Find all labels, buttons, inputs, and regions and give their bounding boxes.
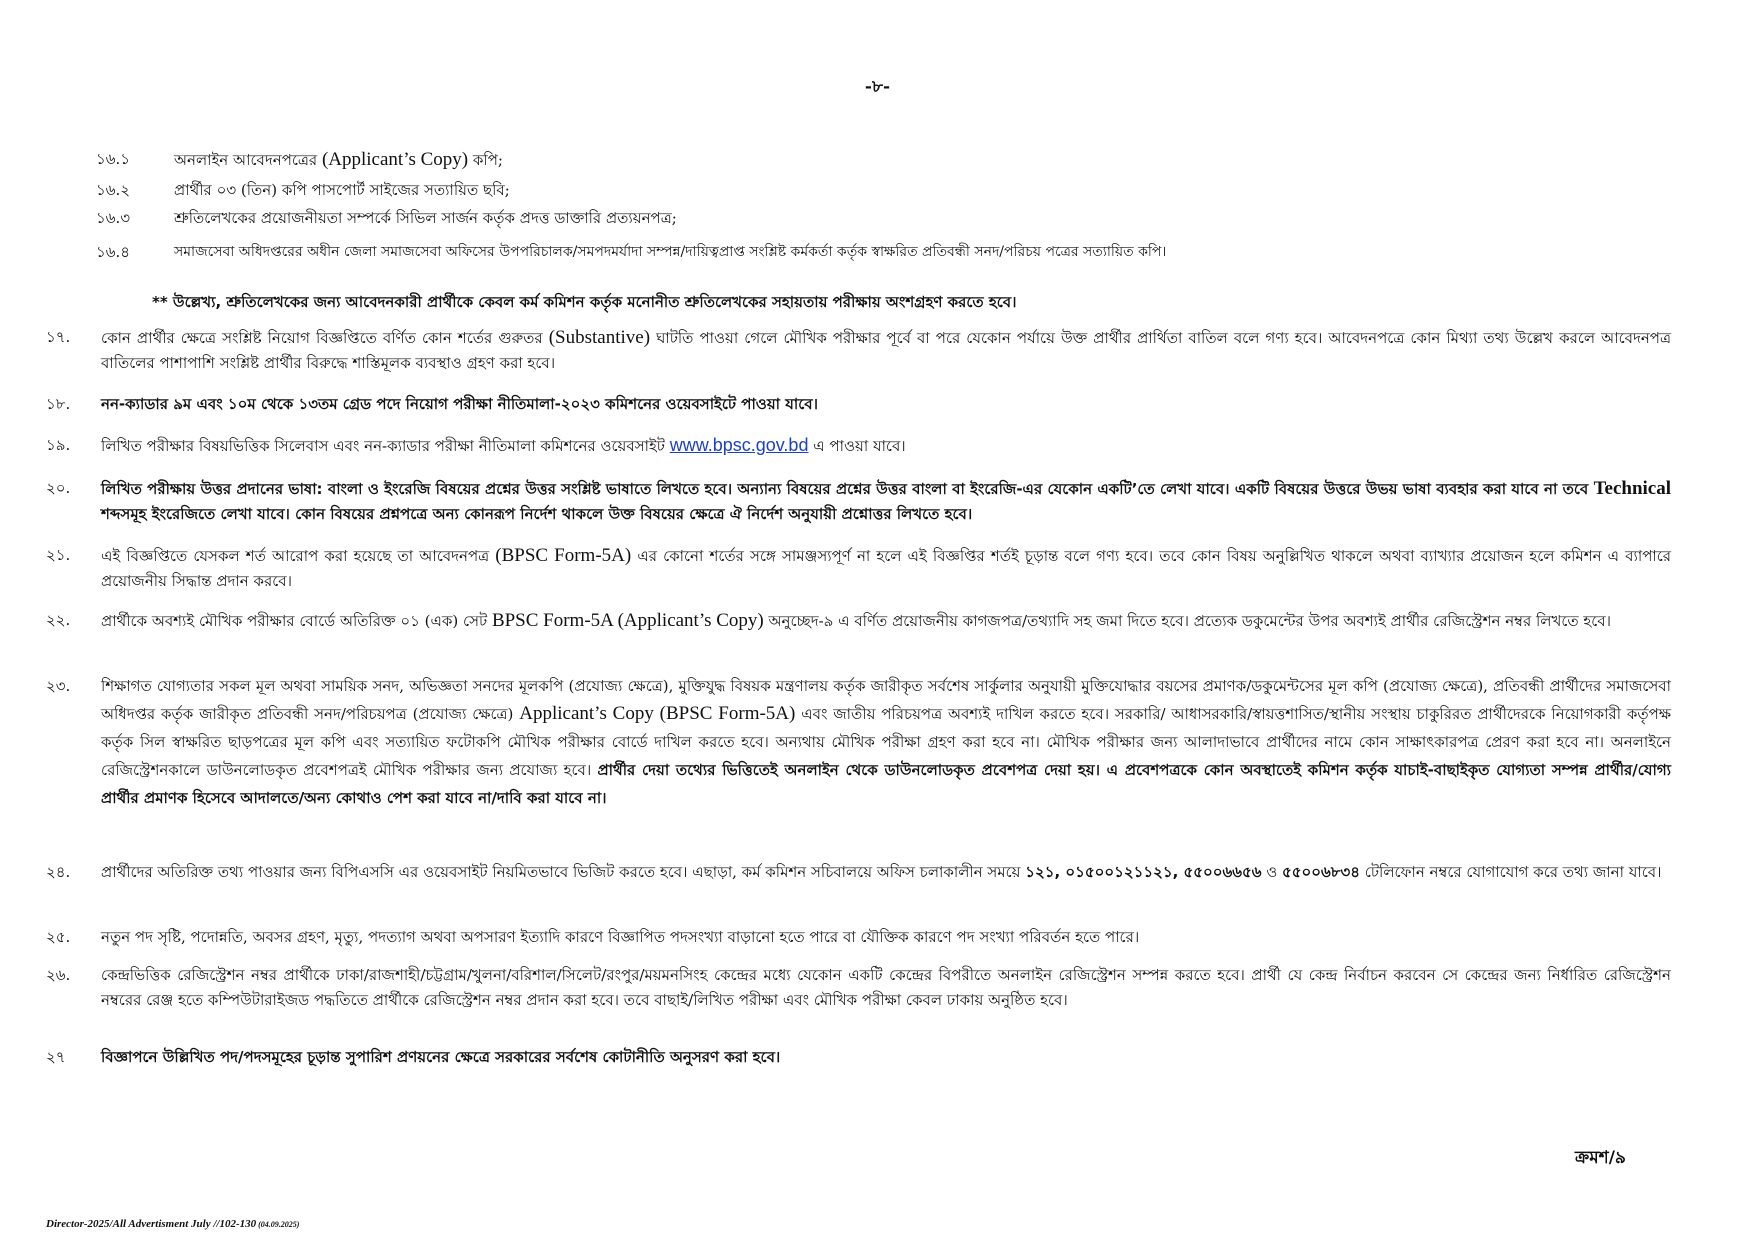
item-number: ২৬. bbox=[46, 966, 71, 984]
item-text: সমাজসেবা অধিদপ্তরের অধীন জেলা সমাজসেবা অফিসের উপপরিচালক/সমপদমর্যাদা সম্পন্ন/দায়িত্বপ্রাপ্ত সংশ্লিষ্ট কর্মকর্তা কর্তৃক স্বাক্ষরিত প্রতিবন্ধী সনদ/পরিচয় পত্রের সত্যায়িত কপি। bbox=[174, 244, 1167, 260]
sub-item-16-1 bbox=[96, 147, 1676, 173]
item-number: ২০. bbox=[46, 479, 71, 497]
item-text: টেলিফোন নম্বরে যোগাযোগ করে তথ্য জানা যাবে। bbox=[1360, 863, 1662, 881]
item-number: ১৬.৪ bbox=[96, 243, 130, 261]
sub-item-16-4 bbox=[96, 240, 1676, 265]
item-number: ১৬.৩ bbox=[96, 209, 131, 227]
item-number: ২৪. bbox=[46, 863, 71, 881]
item-text: নতুন পদ সৃষ্টি, পদোন্নতি, অবসর গ্রহণ, মৃত্যু, পদত্যাগ অথবা অপসারণ ইত্যাদি কারণে বিজ্ঞাপিত পদসংখ্যা বাড়ানো হতে পারে বা যৌক্তিক কারণে পদ সংখ্যা পরিবর্তন হতে পারে। bbox=[101, 928, 1140, 946]
item-text: ও bbox=[1261, 863, 1283, 881]
item-text: প্রার্থীকে অবশ্যই মৌখিক পরীক্ষার বোর্ডে অতিরিক্ত ০১ (এক) সেট bbox=[101, 612, 492, 630]
sub-item-16-3 bbox=[96, 206, 1676, 231]
item-26 bbox=[46, 963, 1671, 1013]
phone-number: ৫৫০০৬৮৩৪ bbox=[1282, 863, 1360, 881]
scribe-note: ** উল্লেখ্য, শ্রুতিলেখকের জন্য আবেদনকারী প্রার্থীকে কেবল কর্ম কমিশন কর্তৃক মনোনীত শ্রুতিলেখকের সহায়তায় পরীক্ষায় অংশগ্রহণ করতে হবে। bbox=[152, 293, 1017, 311]
item-text: শব্দসমূহ ইংরেজিতে লেখা যাবে। কোন বিষয়ের প্রশ্নপত্রে অন্য কোনরূপ নির্দেশ থাকলে উক্ত বিষয়ের ক্ষেত্রে ঐ নির্দেশ অনুযায়ী প্রশ্নোত্তর লিখতে হবে। bbox=[101, 505, 973, 523]
english-term: BPSC Form-5A (Applicant’s Copy) bbox=[491, 610, 764, 631]
item-17 bbox=[46, 325, 1671, 376]
item-22 bbox=[46, 608, 1671, 634]
english-term: (Applicant’s Copy) bbox=[321, 149, 469, 170]
item-number: ১৬.২ bbox=[96, 181, 131, 199]
item-number: ২৫. bbox=[46, 928, 71, 946]
item-21 bbox=[46, 543, 1671, 594]
footer-text: Director-2025/All Advertisment July //102-130 bbox=[46, 1218, 257, 1230]
english-term: Applicant’s Copy (BPSC Form-5A) bbox=[519, 703, 796, 724]
item-text: শ্রুতিলেখকের প্রয়োজনীয়তা সম্পর্কে সিভিল সার্জন কর্তৃক প্রদত্ত ডাক্তারি প্রত্যয়নপত্র; bbox=[174, 209, 677, 227]
item-number: ২৩. bbox=[46, 677, 71, 695]
english-term: (BPSC Form-5A) bbox=[495, 545, 632, 566]
bpsc-website-link[interactable]: www.bpsc.gov.bd bbox=[669, 435, 809, 455]
item-text: অনুচ্ছেদ-৯ এ বর্ণিত প্রয়োজনীয় কাগজপত্র/তথ্যাদি সহ জমা দিতে হবে। প্রত্যেক ডকুমেন্টের উপর অবশ্যই প্রার্থীর রেজিস্ট্রেশন নম্বর লিখতে হবে। bbox=[763, 612, 1611, 630]
item-text: বিজ্ঞাপনে উল্লিখিত পদ/পদসমূহের চূড়ান্ত সুপারিশ প্রণয়নের ক্ষেত্রে সরকারের সর্বশেষ কোটানীতি অনুসরণ করা হবে। bbox=[101, 1048, 781, 1066]
item-text: এ পাওয়া যাবে। bbox=[808, 437, 906, 455]
item-number: ২১. bbox=[46, 546, 71, 564]
item-19 bbox=[46, 433, 1671, 459]
item-text: অনলাইন আবেদনপত্রের bbox=[174, 151, 322, 169]
item-number: ১৯. bbox=[46, 436, 71, 454]
item-18 bbox=[46, 392, 1671, 417]
item-text: প্রার্থীদের অতিরিক্ত তথ্য পাওয়ার জন্য বিপিএসসি এর ওয়েবসাইট নিয়মিতভাবে ভিজিট করতে হবে। এছাড়া, কর্ম কমিশন সচিবালয়ে অফিস চলাকালীন সময়ে bbox=[101, 863, 1026, 881]
continued-marker: ক্রমশ/৯ bbox=[1575, 1148, 1626, 1168]
footer-date: (04.09.2025) bbox=[256, 1220, 300, 1229]
item-text: এই বিজ্ঞপ্তিতে যেসকল শর্ত আরোপ করা হয়েছে তা আবেদনপত্র bbox=[101, 547, 496, 565]
item-text: শিক্ষাগত যোগ্যতার সকল মূল অথবা সাময়িক সনদ, অভিজ্ঞতা সনদের মূলকপি (প্রযোজ্য ক্ষেত্রে), মুক্তিযুদ্ধ বিষয়ক মন্ত্রণালয় কর্তৃক জারীকৃত সর্বশেষ সার্কুলার অনুযায়ী মুক্তিযোদ্ধার বয়সের প্রমাণক/ডকুমেন্টসের মূল কপি (প্রযোজ্য ক্ষেত্রে), প্রতিবন্ধী প্রার্থীদের সমাজসেবা অধিদপ্তর কর্তৃক জারীকৃত প্রতিবন্ধী সনদ/পরিচয়পত্র (প্রযোজ্য ক্ষেত্রে) bbox=[101, 677, 1671, 723]
sub-item-16-2 bbox=[96, 178, 1676, 203]
item-27 bbox=[46, 1045, 1671, 1070]
admit-card-warning: প্রার্থীর দেয়া তথ্যের ভিত্তিতেই অনলাইন থেকে ডাউনলোডকৃত প্রবেশপত্র দেয়া হয়। এ প্রবেশপত্রকে কোন অবস্থাতেই কমিশন কর্তৃক যাচাই-বাছাইকৃত যোগ্যতা সম্পন্ন প্রার্থীর/যোগ্য প্রার্থীর প্রমাণক হিসেবে আদালতে/অন্য কোথাও পেশ করা যাবে না/দাবি করা যাবে না। bbox=[101, 761, 1671, 807]
item-text: ঘাটতি পাওয়া গেলে মৌখিক পরীক্ষার পূর্বে বা পরে যেকোন পর্যায়ে উক্ত প্রার্থীর প্রার্থিতা বাতিল বলে গণ্য হবে। আবেদনপত্রে কোন মিথ্যা তথ্য উল্লেখ করলে আবেদনপত্র বাতিলের পাশাপাশি সংশ্লিষ্ট প্রার্থীর বিরুদ্ধে শাস্তিমূলক ব্যবস্থাও গ্রহণ করা হবে। bbox=[101, 329, 1671, 372]
item-text: লিখিত পরীক্ষায় উত্তর প্রদানের ভাষা: বাংলা ও ইংরেজি বিষয়ের প্রশ্নের উত্তর সংশ্লিষ্ট ভাষাতে লিখতে হবে। অন্যান্য বিষয়ের প্রশ্নের উত্তর বাংলা বা ইংরেজি-এর যেকোন একটি’তে লেখা যাবে। একটি বিষয়ের উত্তরে উভয় ভাষা ব্যবহার করা যাবে না তবে bbox=[101, 480, 1594, 498]
item-number: ২২. bbox=[46, 611, 71, 629]
item-text: কপি; bbox=[468, 151, 503, 169]
item-20 bbox=[46, 476, 1671, 527]
item-text: লিখিত পরীক্ষার বিষয়ভিত্তিক সিলেবাস এবং নন-ক্যাডার পরীক্ষা নীতিমালা কমিশনের ওয়েবসাইট bbox=[101, 437, 670, 455]
item-24 bbox=[46, 860, 1671, 885]
item-text: নন-ক্যাডার ৯ম এবং ১০ম থেকে ১৩তম গ্রেড পদে নিয়োগ পরীক্ষা নীতিমালা-২০২৩ কমিশনের ওয়েবসাইটে পাওয়া যাবে। bbox=[101, 395, 818, 413]
item-text: কেন্দ্রভিত্তিক রেজিস্ট্রেশন নম্বর প্রার্থীকে ঢাকা/রাজশাহী/চট্টগ্রাম/খুলনা/বরিশাল/সিলেট/রংপুর/ময়মনসিংহ কেন্দ্রের মধ্যে যেকোন একটি কেন্দ্রের বিপরীতে অনলাইন রেজিস্ট্রেশন সম্পন্ন করতে হবে। প্রার্থী যে কেন্দ্র নির্বাচন করবেন সে কেন্দ্রের জন্য নির্ধারিত রেজিস্ট্রেশন নম্বরের রেঞ্জ হতে কম্পিউটারাইজড পদ্ধতিতে প্রার্থীকে রেজিস্ট্রেশন নম্বর প্রদান করা হবে। তবে বাছাই/লিখিত পরীক্ষা এবং মৌখিক পরীক্ষা কেবল ঢাকায় অনুষ্ঠিত হবে। bbox=[101, 966, 1671, 1009]
item-text: প্রার্থীর ০৩ (তিন) কপি পাসপোর্ট সাইজের সত্যায়িত ছবি; bbox=[174, 181, 510, 199]
phone-numbers: ১২১, ০১৫০০১২১১২১, ৫৫০০৬৬৫৬ bbox=[1025, 863, 1262, 881]
item-25 bbox=[46, 925, 1671, 950]
item-number: ১৭. bbox=[46, 328, 71, 346]
item-number: ২৭ bbox=[46, 1048, 66, 1066]
item-number: ১৬.১ bbox=[96, 150, 130, 168]
item-23 bbox=[46, 672, 1671, 812]
english-term: Technical bbox=[1593, 478, 1671, 499]
footer-reference bbox=[46, 1218, 299, 1230]
item-text: কোন প্রার্থীর ক্ষেত্রে সংশ্লিষ্ট নিয়োগ বিজ্ঞপ্তিতে বর্ণিত কোন শর্তের গুরুতর bbox=[101, 329, 549, 347]
item-number: ১৮. bbox=[46, 395, 71, 413]
page-number: -৮- bbox=[864, 77, 891, 97]
item-text: এর কোনো শর্তের সঙ্গে সামঞ্জস্যপূর্ণ না হলে এই বিজ্ঞপ্তির শর্তই চূড়ান্ত বলে গণ্য হবে। তবে কোন বিষয় অনুল্লিখিত থাকলে অথবা ব্যাখ্যার প্রয়োজন হলে কমিশন এ ব্যাপারে প্রয়োজনীয় সিদ্ধান্ত প্রদান করবে। bbox=[101, 547, 1672, 590]
english-term: (Substantive) bbox=[548, 327, 651, 348]
item-text: এবং জাতীয় পরিচয়পত্র অবশ্যই দাখিল করতে হবে। সরকারি/ আধাসরকারি/স্বায়ত্তশাসিত/স্থানীয় সংস্থায় চাকুরিরত প্রার্থীদেরকে নিয়োগকারী কর্তৃপক্ষ কর্তৃক সিল স্বাক্ষরিত ছাড়পত্রের মূল কপি এবং সত্যায়িত ফটোকপি মৌখিক পরীক্ষার বোর্ডে দাখিল করতে হবে। অন্যথায় মৌখিক পরীক্ষা গ্রহণ করা হবে না। মৌখিক পরীক্ষার জন্য আলাদাভাবে প্রার্থীদের নামে কোন সাক্ষাৎকারপত্র প্রেরণ করা হবে না। অনলাইনে রেজিস্ট্রেশনকালে ডাউনলোডকৃত প্রবেশপত্রই মৌখিক পরীক্ষার জন্য প্রযোজ্য হবে। bbox=[101, 705, 1671, 779]
